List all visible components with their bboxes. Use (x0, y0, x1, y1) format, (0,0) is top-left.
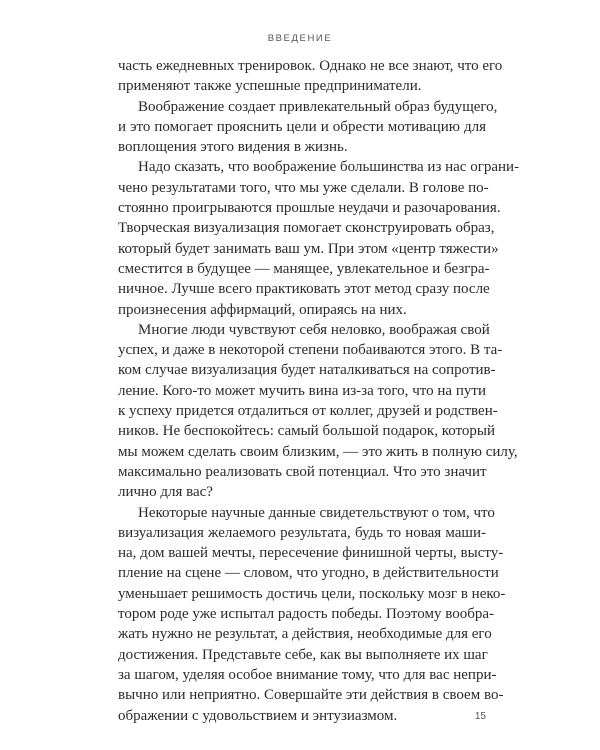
text-line: к успеху придется отдалиться от коллег, друзей и родствен- (118, 403, 498, 420)
text-line: ление. Кого-то может мучить вина из-за того, что на пути (118, 382, 486, 399)
paragraph (118, 97, 498, 158)
text-line: достижения. Представьте себе, как вы выполняете их шаг (118, 646, 488, 663)
text-line: жать нужно не результат, а действия, необходимые для его (118, 626, 492, 643)
text-line: тором роде уже испытал радость победы. Поэтому вообра- (118, 606, 494, 623)
text-line: на, дом вашей мечты, пересечение финишной черты, высту- (118, 545, 504, 562)
text-line: чено результатами того, что мы уже сделали. В голове по- (118, 179, 489, 196)
text-line: вычно или неприятно. Совершайте эти действия в своем во- (118, 687, 504, 704)
text-line: мы можем сделать своим близким, — это жить в полную силу, (118, 443, 518, 460)
text-line: который будет занимать ваш ум. При этом «центр тяжести» (118, 240, 499, 257)
text-line: максимально реализовать свой потенциал. Что это значит (118, 463, 487, 480)
text-line: применяют также успешные предприниматели. (118, 78, 422, 95)
text-line: успех, и даже в некоторой степени побаиваются этого. В та- (118, 342, 503, 359)
text-line: Воображение создает привлекательный образ будущего, (138, 98, 498, 115)
text-line: лично для вас? (118, 484, 213, 501)
text-line: Творческая визуализация помогает сконструировать образ, (118, 220, 495, 237)
text-line: ком случае визуализация будет наталкиваться на сопротив- (118, 362, 496, 379)
text-line: Многие люди чувствуют себя неловко, воображая свой (138, 321, 490, 338)
paragraph (118, 320, 518, 503)
text-line: Надо сказать, что воображение большинства из нас ограни- (138, 159, 520, 176)
running-header: ВВЕДЕНИЕ (267, 33, 333, 44)
text-line: часть ежедневных тренировок. Однако не все знают, что его (118, 58, 503, 74)
text-line: ников. Не беспокойтесь: самый большой подарок, который (118, 423, 496, 440)
text-line: воплощения этого видения в жизнь. (118, 139, 348, 156)
page-number: 15 (474, 711, 486, 722)
text-line: сместится в будущее — манящее, увлекательное и безгра- (118, 260, 490, 277)
paragraph (118, 56, 503, 97)
text-line: произнесения аффирмаций, опираясь на них. (118, 301, 407, 318)
text-line: ображении с удовольствием и энтузиазмом. (118, 707, 398, 724)
text-line: за шагом, уделяя особое внимание тому, что для вас непри- (118, 666, 497, 683)
paragraph (118, 157, 520, 319)
text-line: пление на сцене — словом, что угодно, в действительности (118, 565, 499, 582)
paragraph (118, 503, 506, 726)
text-line: визуализация желаемого результата, будь то новая маши- (118, 524, 486, 541)
text-line: и это помогает прояснить цели и обрести мотивацию для (118, 118, 486, 135)
text-line: ничное. Лучше всего практиковать этот метод сразу после (118, 281, 490, 298)
text-line: стоянно проигрываются прошлые неудачи и разочарования. (118, 200, 501, 217)
body-text (118, 56, 520, 726)
text-line: Некоторые научные данные свидетельствуют о том, что (138, 504, 495, 521)
text-line: уменьшает решимость достичь цели, поскольку мозг в неко- (118, 585, 506, 602)
